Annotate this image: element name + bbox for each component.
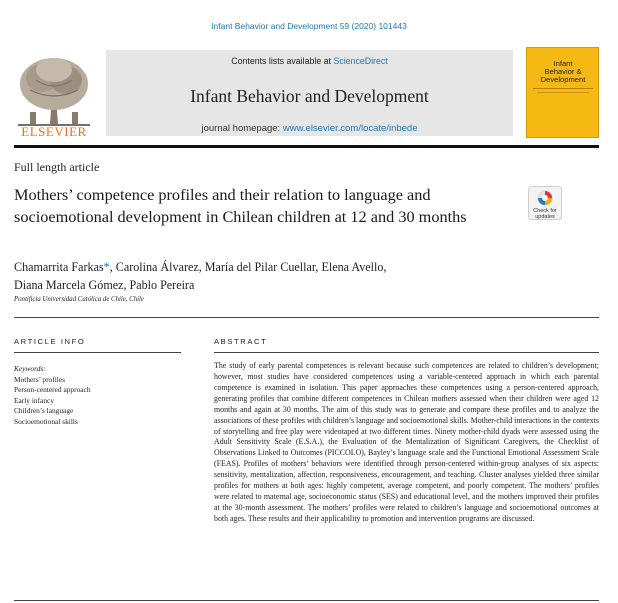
co-authors: , Carolina Álvarez, María del Pilar Cuellar, Elena Avello, [109, 260, 387, 274]
affiliation: Pontificia Universidad Católica de Chile, Chile [14, 296, 144, 303]
homepage-link[interactable]: www.elsevier.com/locate/inbede [282, 123, 418, 134]
affiliation-divider [14, 317, 599, 318]
abstract-heading: ABSTRACT [214, 337, 268, 346]
author-line: Diana Marcela Gómez, Pablo Pereira [14, 278, 195, 292]
keyword-item: Children’s language [14, 406, 74, 416]
corresponding-author-marker[interactable]: * [103, 260, 110, 274]
cover-title-line: Infant [553, 59, 573, 68]
keyword-item: Person-centered approach [14, 385, 91, 395]
journal-title: Infant Behavior and Development [190, 86, 429, 106]
header-divider [14, 145, 599, 148]
homepage-prefix: journal homepage: [201, 123, 283, 134]
journal-homepage-line [106, 123, 513, 134]
elsevier-tree-icon [14, 50, 94, 138]
contents-available-prefix: Contents lists available at [231, 56, 334, 66]
keyword-item: Socioemotional skills [14, 416, 78, 426]
keywords-block [14, 364, 91, 428]
keywords-label: Keywords: [14, 364, 46, 373]
corresponding-author[interactable]: Chamarrita Farkas [14, 260, 104, 274]
abstract-divider [214, 352, 599, 353]
article-info-heading: ARTICLE INFO [14, 337, 86, 346]
contents-available-line [106, 56, 513, 66]
article-type: Full length article [14, 160, 100, 174]
article-title: Mothers’ competence profiles and their relation to language and socioemotional development in Chilean children at 12 and 30 months [14, 185, 467, 226]
check-for-updates-label: Check for updates [533, 208, 557, 220]
journal-cover-title [530, 60, 596, 84]
author-list [14, 258, 514, 294]
cover-divider [537, 92, 589, 93]
elsevier-wordmark: ELSEVIER [21, 124, 87, 138]
abstract-text: The study of early parental competences is relevant because such competences are related to children’s development; however, most studies have considered competences using a variable-centered approach in which each parental competence is examined in isolation. This paper approaches these competences using a person-centered approach, generating profiles that combine different competences in Chilean mothers assessed when their children were aged 12 months and again at 30 months. The aim of this study was to generate and compare these profiles and to analyze the associations of these profiles with children’s language and socioemotional skills. Mother-child interactions in the contexts of storytelling and free play were videotaped at two different times. Ninety mother-child dyads were assessed using the Adult Sensitivity Scale (E.S.A.), the Evaluation of the Mentalization of Significant Caregivers, the Checklist of Observations Linked to Outcomes (PICCOLO), Bayley’s language scale and the Functional Emotional Assessment Scale (FEAS). Profiles of mothers’ behaviors were identified through person-centered within-group analyses of six aspects: sensitivity, mentalization, affection, responsiveness, encouragement, and teaching. Cluster analyses yielded three similar profiles for mothers at both ages: highly competent, average competent, and poorly competent. The mothers’ profiles were related to maternal age, socioeconomic status (SES) and educational level, and the mothers improved their profiles at the 30-month assessment. The mothers’ profiles were related to children’s language and socioemotional outcomes at both ages. These results and their applicability to promotion and intervention programs are discussed. [214, 361, 599, 523]
abstract-bottom-divider [14, 600, 599, 601]
journal-reference[interactable]: Infant Behavior and Development 59 (2020) 101443 [211, 21, 407, 31]
cover-title-line: Behavior & [544, 67, 582, 76]
article-info-divider [14, 352, 181, 353]
elsevier-logo [14, 50, 94, 138]
keyword-item: Mothers’ profiles [14, 374, 65, 384]
keyword-item: Early infancy [14, 395, 55, 405]
cover-divider [533, 88, 593, 89]
sciencedirect-link[interactable]: ScienceDirect [333, 56, 388, 66]
author-line [14, 258, 514, 276]
cover-title-line: Development [540, 75, 586, 84]
